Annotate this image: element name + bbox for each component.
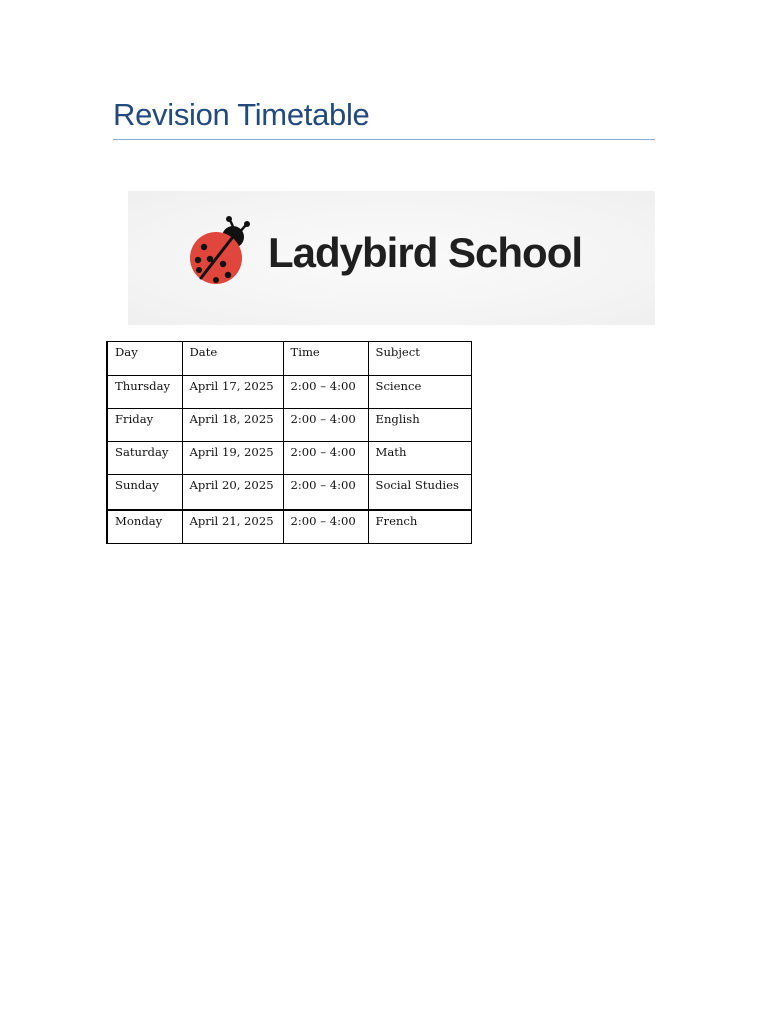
cell-date: April 18, 2025 [182,409,283,442]
revision-timetable [106,341,472,544]
cell-time: 2:00 – 4:00 [283,442,368,475]
cell-subject: English [368,409,471,442]
ladybird-icon [186,214,256,294]
table-row [107,376,471,409]
cell-subject: Science [368,376,471,409]
cell-time: 2:00 – 4:00 [283,376,368,409]
table-header-row [107,342,471,376]
logo-wordmark: Ladybird School [268,229,583,276]
header-subject: Subject [368,342,471,376]
cell-day: Friday [107,409,182,442]
cell-day: Saturday [107,442,182,475]
title-underline [113,139,655,140]
cell-day: Thursday [107,376,182,409]
cell-time: 2:00 – 4:00 [283,510,368,543]
cell-day: Monday [107,510,182,543]
table-row [107,442,471,475]
cell-subject: Math [368,442,471,475]
cell-time: 2:00 – 4:00 [283,409,368,442]
header-day: Day [107,342,182,376]
cell-date: April 21, 2025 [182,510,283,543]
cell-date: April 19, 2025 [182,442,283,475]
header-time: Time [283,342,368,376]
page-title: Revision Timetable [113,97,370,132]
school-logo [128,191,655,325]
table-row [107,475,471,511]
header-date: Date [182,342,283,376]
table-row [107,510,471,543]
cell-date: April 20, 2025 [182,475,283,511]
cell-subject: French [368,510,471,543]
cell-day: Sunday [107,475,182,511]
cell-subject: Social Studies [368,475,471,511]
cell-date: April 17, 2025 [182,376,283,409]
table-row [107,409,471,442]
cell-time: 2:00 – 4:00 [283,475,368,511]
